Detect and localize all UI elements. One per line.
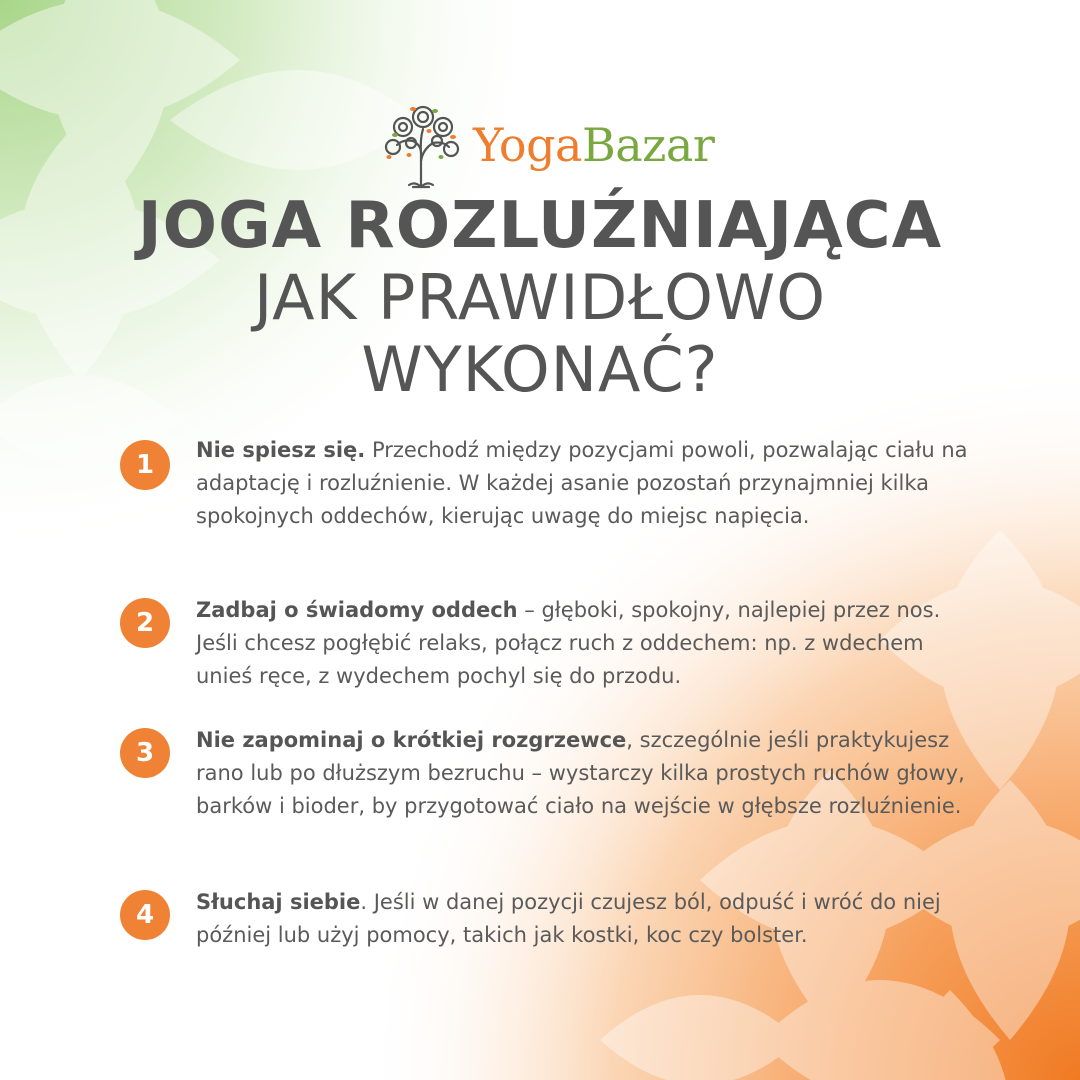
page-subtitle: [0, 262, 1080, 406]
subtitle-line-2: WYKONAĆ?: [361, 333, 719, 406]
brand-name: [473, 118, 715, 172]
subtitle-line-1: JAK PRAWIDŁOWO: [253, 261, 827, 334]
step-number-badge: 1: [120, 440, 170, 490]
brand-name-part1: Yoga: [473, 118, 582, 172]
step-text: [196, 724, 986, 823]
step-bold-lead: Nie zapominaj o krótkiej rozgrzewce: [196, 728, 627, 752]
step-body: – głęboki, spokojny, najlepiej przez nos. Jeśli chcesz pogłębić relaks, połącz ruch z oddechem: np. z wdechem unieś ręce, z wydechem pochyl się do przodu.: [196, 598, 941, 688]
yogabazar-logo: [383, 100, 714, 190]
step-text: [196, 886, 986, 952]
step-number-badge: 4: [120, 890, 170, 940]
step-bold-lead: Zadbaj o świadomy oddech: [196, 598, 518, 622]
step-body: , szczególnie jeśli praktykujesz rano lub po dłuższym bezruchu – wystarczy kilka prostych ruchów głowy, barków i bioder, by przygotować ciało na wejście w głębsze rozluźnienie.: [196, 728, 965, 818]
step-body: Przechodź między pozycjami powoli, pozwalając ciału na adaptację i rozluźnienie. W każdej asanie pozostań przynajmniej kilka spokojnych oddechów, kierując uwagę do miejsc napięcia.: [196, 438, 968, 528]
step-bold-lead: Słuchaj siebie: [196, 890, 361, 914]
page-title: JOGA ROZLUŹNIAJĄCA: [137, 189, 943, 263]
step-bold-lead: Nie spiesz się.: [196, 438, 366, 462]
step-text: [196, 594, 986, 693]
step-text: [196, 434, 986, 533]
step-body: . Jeśli w danej pozycji czujesz ból, odpuść i wróć do niej później lub użyj pomocy, takich jak kostki, koc czy bolster.: [196, 890, 941, 947]
step-number-badge: 3: [120, 728, 170, 778]
step-number-badge: 2: [120, 598, 170, 648]
tree-logo-icon: [383, 101, 461, 189]
brand-name-part2: Bazar: [581, 118, 715, 172]
